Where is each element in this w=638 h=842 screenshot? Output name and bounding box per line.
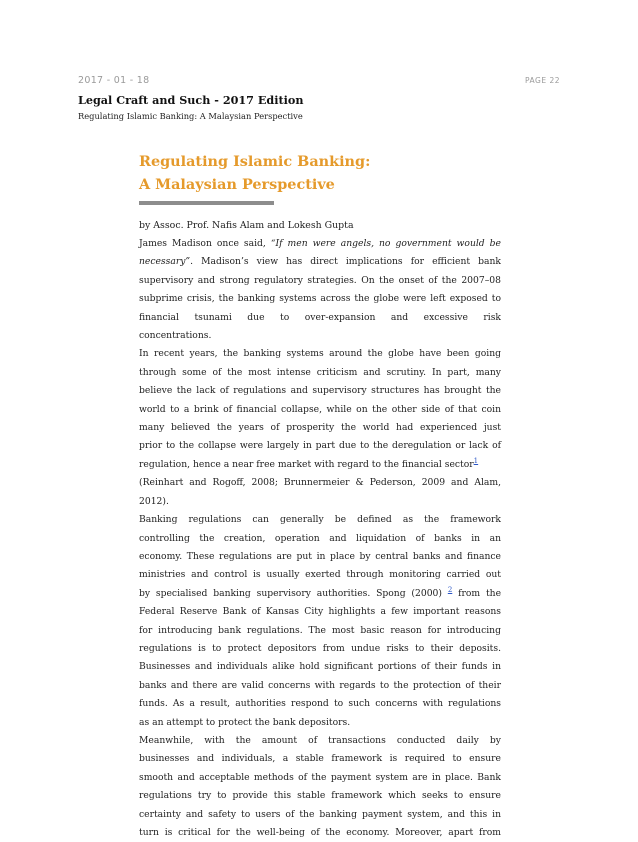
text-line: financial tsunami due to over-expansion and excessive risk (139, 311, 501, 323)
footnote-link-1[interactable]: 1 (473, 456, 479, 465)
paragraph-1 (139, 235, 501, 345)
paragraph-2 (139, 345, 501, 511)
text-line: controlling the creation, operation and liquidation of banks in an (139, 532, 501, 544)
text-line: regulations is to protect depositors from undue risks to their deposits. (139, 642, 501, 654)
document-title: Legal Craft and Such - 2017 Edition (78, 93, 304, 107)
text-line: believe the lack of regulations and supervisory structures has brought the (139, 385, 501, 397)
text-run: from the (458, 587, 502, 599)
text-line (139, 235, 501, 253)
quote-text: “If men were angels, no government would be (270, 238, 501, 249)
text-line: for introducing bank regulations. The most basic reason for introducing (139, 624, 501, 636)
text-line (139, 456, 501, 474)
text-run: by specialised banking supervisory authorities. Spong (2000) (139, 587, 442, 599)
article-title (139, 150, 501, 196)
text-line: as an attempt to protect the bank depositors. (139, 716, 351, 728)
text-run: . Madison’s view has direct implications for efficient bank (190, 256, 501, 268)
text-run: James Madison once said, (139, 238, 271, 249)
text-line (139, 253, 501, 271)
text-line: 2012). (139, 495, 169, 507)
title-divider (139, 201, 274, 205)
article-title-line: Regulating Islamic Banking: (139, 153, 371, 170)
text-line: through some of the most intense criticism and scrutiny. In part, many (139, 366, 501, 378)
text-line: world to a brink of financial collapse, while on the other side of that coin (139, 403, 501, 415)
article (139, 150, 501, 842)
byline: by Assoc. Prof. Nafis Alam and Lokesh Gupta (139, 220, 354, 231)
text-line: turn is critical for the well-being of the economy. Moreover, apart from (139, 827, 501, 838)
text-line: In recent years, the banking systems around the globe have been going (139, 348, 501, 360)
text-line: prior to the collapse were largely in part due to the deregulation or lack of (139, 440, 501, 452)
text-line: funds. As a result, authorities respond to such concerns with regulations (139, 698, 501, 710)
page-date: 2017 - 01 - 18 (78, 75, 150, 86)
text-line: supervisory and strong regulatory strategies. On the onset of the 2007–08 (139, 274, 501, 286)
text-run: regulation, hence a near free market with regard to the financial sector (139, 458, 474, 470)
text-line: ministries and control is usually exerted through monitoring carried out (139, 569, 501, 581)
footnote-link-2[interactable]: 2 (447, 585, 453, 594)
text-line: regulations try to provide this stable framework which seeks to ensure (139, 790, 501, 802)
text-line: businesses and individuals, a stable framework is required to ensure (139, 753, 501, 765)
text-line: Banking regulations can generally be defined as the framework (139, 514, 501, 526)
article-title-line: A Malaysian Perspective (139, 176, 335, 193)
text-line (139, 585, 501, 603)
document-subtitle: Regulating Islamic Banking: A Malaysian Perspective (78, 111, 303, 121)
text-line: Federal Reserve Bank of Kansas City highlights a few important reasons (139, 606, 501, 618)
text-line: banks and there are valid concerns with regards to the protection of their (139, 679, 501, 691)
text-line: Meanwhile, with the amount of transactions conducted daily by (139, 734, 501, 746)
paragraph-4 (139, 732, 501, 842)
text-line: certainty and safety to users of the banking payment system, and this in (139, 808, 501, 820)
quote-text: necessary” (139, 256, 191, 268)
paragraph-3 (139, 511, 501, 732)
text-line: smooth and acceptable methods of the payment system are in place. Bank (139, 771, 501, 783)
text-line: concentrations. (139, 330, 212, 342)
text-line: many believed the years of prosperity the world had experienced just (139, 422, 501, 434)
text-line: Businesses and individuals alike hold significant portions of their funds in (139, 661, 501, 673)
text-line: (Reinhart and Rogoff, 2008; Brunnermeier & Pederson, 2009 and Alam, (139, 477, 501, 489)
text-line: subprime crisis, the banking systems across the globe were left exposed to (139, 293, 501, 305)
page-number: PAGE 22 (524, 76, 560, 85)
text-line: economy. These regulations are put in place by central banks and finance (139, 550, 501, 562)
